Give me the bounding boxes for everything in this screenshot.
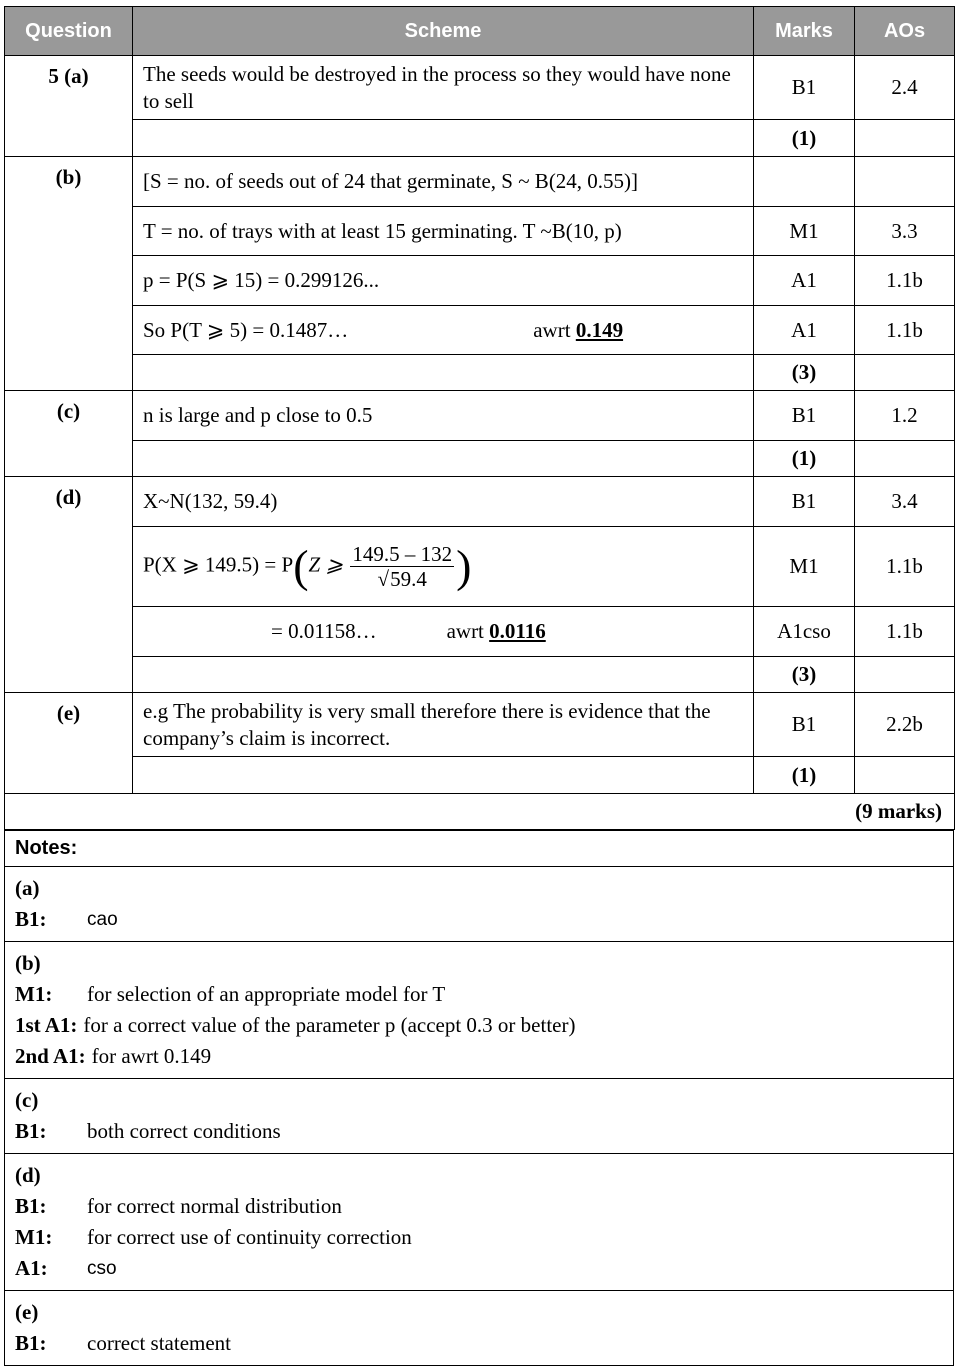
notes-section-e	[5, 1291, 954, 1366]
fraction-denominator: 59.4	[390, 567, 427, 591]
note-value: both correct conditions	[87, 1119, 281, 1143]
mark-cell: B1	[754, 56, 855, 120]
fraction: $\frac{149.5 - 132}{√59.4}$	[352, 542, 453, 591]
mark-cell: M1	[754, 527, 855, 607]
table-row	[5, 157, 955, 207]
ao-cell: 3.3	[855, 207, 955, 256]
mark-cell: B1	[754, 693, 855, 757]
scheme-text: So P(T ⩾ 5) = 0.1487…	[143, 317, 349, 342]
table-row	[5, 527, 955, 607]
header-scheme: Scheme	[133, 7, 754, 56]
table-row	[5, 794, 955, 830]
table-row	[5, 391, 955, 441]
note-value: for awrt 0.149	[91, 1044, 212, 1068]
question-label: (d)	[5, 477, 133, 693]
subtotal-mark: (1)	[754, 441, 855, 477]
note-value: cso	[87, 1258, 117, 1279]
header-question: Question	[5, 7, 133, 56]
ao-cell: 1.1b	[855, 527, 955, 607]
mark-cell: A1	[754, 306, 855, 355]
notes-label: (c)	[15, 1088, 39, 1112]
table-row	[5, 56, 955, 120]
note-key: B1:	[15, 907, 47, 931]
formula-cell: P(X ⩾ 149.5) = P(Z ⩾ $\frac{149.5 - 132}{√59.4}$ )	[133, 527, 754, 607]
header-aos: AOs	[855, 7, 955, 56]
table-row	[5, 355, 955, 391]
note-key: 2nd A1:	[15, 1044, 86, 1068]
scheme-text: p = P(S ⩾ 15) = 0.299126...	[133, 256, 754, 306]
table-row	[5, 477, 955, 527]
ao-cell: 1.1b	[855, 607, 955, 657]
table-row	[5, 607, 955, 657]
final-answer: 0.149	[575, 317, 624, 342]
final-answer: 0.0116	[489, 619, 546, 643]
ao-cell: 1.1b	[855, 306, 955, 355]
mark-scheme-table	[4, 6, 955, 830]
table-row	[5, 657, 955, 693]
ao-cell: 1.2	[855, 391, 955, 441]
header-row	[5, 7, 955, 56]
note-key: 1st A1:	[15, 1013, 78, 1037]
scheme-text: e.g The probability is very small therefore there is evidence that the company’s claim is incorrect.	[133, 693, 754, 757]
notes-label: (e)	[15, 1300, 39, 1324]
note-key: M1:	[15, 1225, 53, 1249]
notes-label: (a)	[15, 876, 40, 900]
note-key: B1:	[15, 1331, 47, 1355]
header-marks: Marks	[754, 7, 855, 56]
note-key: B1:	[15, 1194, 47, 1218]
question-label: (b)	[5, 157, 133, 391]
note-value: cao	[87, 909, 118, 930]
ao-cell: 2.2b	[855, 693, 955, 757]
awrt-label: awrt	[533, 317, 571, 342]
mark-cell: B1	[754, 477, 855, 527]
ao-cell: 3.4	[855, 477, 955, 527]
notes-title: Notes:	[5, 831, 954, 867]
note-value: correct statement	[87, 1331, 232, 1355]
question-label: (c)	[5, 391, 133, 477]
scheme-cell	[133, 607, 754, 657]
fraction-numerator: 149.5 – 132	[352, 542, 453, 566]
note-key: B1:	[15, 1119, 47, 1143]
scheme-text: [S = no. of seeds out of 24 that germinate, S ~ B(24, 0.55)]	[133, 157, 754, 207]
table-row	[5, 441, 955, 477]
mark-cell: M1	[754, 207, 855, 256]
question-label: 5 (a)	[5, 56, 133, 157]
subtotal-mark: (1)	[754, 757, 855, 794]
table-row	[5, 757, 955, 794]
note-value: for correct normal distribution	[87, 1194, 342, 1218]
mark-cell: A1	[754, 256, 855, 306]
scheme-text: T = no. of trays with at least 15 germinating. T ~B(10, p)	[133, 207, 754, 256]
awrt-label: awrt	[446, 619, 484, 643]
note-key: A1:	[15, 1256, 48, 1280]
table-row	[5, 256, 955, 306]
notes-table	[4, 830, 954, 1366]
table-row	[5, 207, 955, 256]
subtotal-mark: (1)	[754, 120, 855, 157]
scheme-text: The seeds would be destroyed in the process so they would have none to sell	[133, 56, 754, 120]
notes-label: (b)	[15, 951, 41, 975]
mark-cell: B1	[754, 391, 855, 441]
scheme-text: = 0.01158…	[271, 619, 377, 643]
notes-section-d	[5, 1154, 954, 1291]
scheme-text: X~N(132, 59.4)	[133, 477, 754, 527]
ao-cell: 2.4	[855, 56, 955, 120]
notes-section-b	[5, 942, 954, 1079]
scheme-cell	[133, 306, 754, 355]
ao-cell: 1.1b	[855, 256, 955, 306]
note-key: M1:	[15, 982, 53, 1006]
notes-label: (d)	[15, 1163, 41, 1187]
table-row	[5, 693, 955, 757]
grand-total: (9 marks)	[5, 794, 955, 830]
mark-cell: A1cso	[754, 607, 855, 657]
notes-section-a	[5, 867, 954, 942]
note-value: for selection of an appropriate model for T	[87, 982, 446, 1006]
table-row	[5, 120, 955, 157]
subtotal-mark: (3)	[754, 355, 855, 391]
note-value: for correct use of continuity correction	[87, 1225, 412, 1249]
notes-section-c	[5, 1079, 954, 1154]
formula-lhs: P(X ⩾ 149.5) = P	[143, 552, 294, 577]
scheme-text: n is large and p close to 0.5	[133, 391, 754, 441]
formula-z: Z ⩾	[308, 552, 344, 577]
subtotal-mark: (3)	[754, 657, 855, 693]
table-row	[5, 306, 955, 355]
note-value: for a correct value of the parameter p (accept 0.3 or better)	[83, 1013, 576, 1037]
question-label: (e)	[5, 693, 133, 794]
